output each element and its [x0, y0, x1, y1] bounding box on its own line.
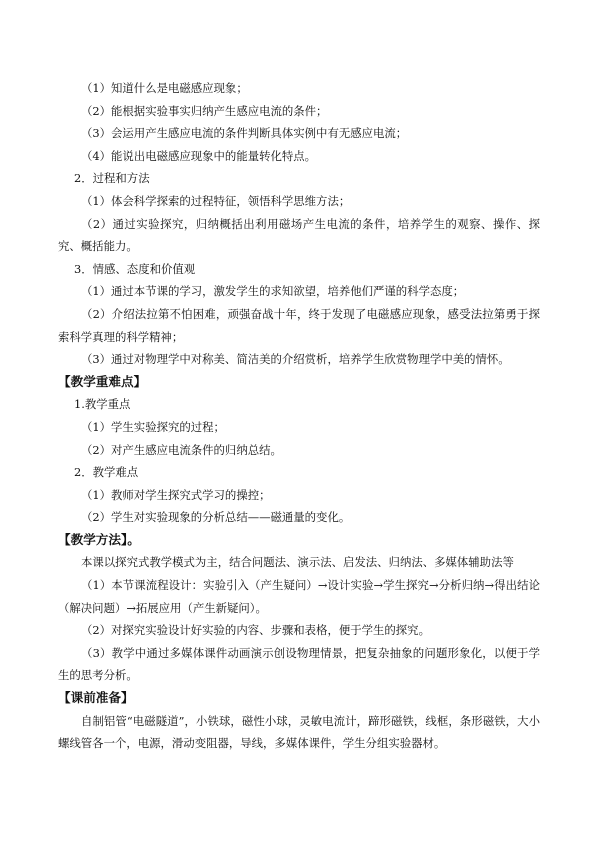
key-point-2: （2）对产生感应电流条件的归纳总结。	[81, 442, 282, 457]
objective-2-2: （2）通过实验探究，归纳概括出利用磁场产生电流的条件，培养学生的观察、操作、探究、概括能力。	[58, 216, 540, 254]
objective-1-2: （2）能根据实验事实归纳产生感应电流的条件；	[81, 103, 328, 118]
document-body	[58, 77, 540, 755]
objective-3-1: （1）通过本节课的学习，激发学生的求知欲望，培养他们严谨的科学态度；	[81, 284, 465, 299]
objective-1-3: （3）会运用产生感应电流的条件判断具体实例中有无感应电流；	[81, 126, 408, 141]
method-3: （3）教学中通过多媒体课件动画演示创设物理情景，把复杂抽象的问题形象化，以便于学生的思考分析。	[58, 645, 540, 683]
preparation-materials: 自制铝管“电磁隧道”，小铁球，磁性小球，灵敏电流计，蹄形磁铁，线框，条形磁铁，大小螺线管各一个，电源，滑动变阻器，导线，多媒体课件，学生分组实验器材。	[58, 713, 540, 751]
methods-intro: 本课以探究式教学模式为主，结合问题法、演示法、启发法、归纳法、多媒体辅助法等	[81, 555, 514, 570]
section-heading-preparation: 【课前准备】	[58, 690, 134, 706]
subheading-key-points: 1.教学重点	[74, 397, 131, 412]
key-point-1: （1）学生实验探究的过程；	[81, 419, 225, 434]
difficult-point-1: （1）教师对学生探究式学习的操控；	[81, 487, 271, 502]
objective-1-1: （1）知道什么是电磁感应现象；	[81, 81, 248, 95]
section-heading-key-difficult-points: 【教学重难点】	[58, 373, 147, 389]
subheading-difficult-points: 2．教学难点	[74, 465, 139, 480]
section-heading-teaching-methods: 【教学方法】。	[58, 531, 140, 547]
objective-3-3: （3）通过对物理学中对称美、简洁美的介绍赏析，培养学生欣赏物理学中美的情怀。	[81, 352, 510, 367]
objective-3-2: （2）介绍法拉第不怕困难，顽强奋战十年，终于发现了电磁感应现象，感受法拉第勇于探索科学真理的科学精神；	[58, 306, 540, 344]
method-1: （1）本节课流程设计：实验引入（产生疑问）→设计实验→学生探究→分析归纳→得出结论（解决问题）→拓展应用（产生新疑问）。	[58, 578, 540, 615]
subheading-process-method: 2．过程和方法	[74, 171, 150, 186]
method-2: （2）对探究实验设计好实验的内容、步骤和表格，便于学生的探究。	[81, 623, 430, 638]
objective-2-1: （1）体会科学探索的过程特征，领悟科学思维方法；	[81, 193, 351, 208]
difficult-point-2: （2）学生对实验现象的分析总结——磁通量的变化。	[81, 510, 351, 525]
subheading-emotion-values: 3．情感、态度和价值观	[74, 261, 196, 276]
objective-1-4: （4）能说出电磁感应现象中的能量转化特点。	[81, 148, 317, 163]
